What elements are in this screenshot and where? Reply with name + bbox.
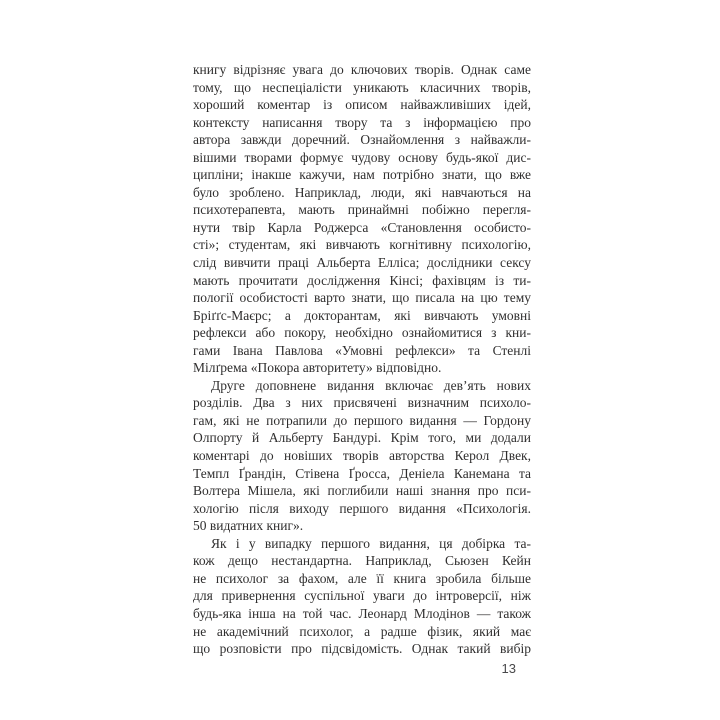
text-line: Темпл Ґрандін, Стівена Ґросса, Деніела Канемана та <box>193 465 531 481</box>
text-line: сті»; студентам, які вивчають когнітивну психологію, <box>193 237 531 253</box>
text-line: пології особистості варто знати, що писала на цю тему <box>193 290 531 306</box>
text-line: Друге доповнене видання включає дев’ять нових <box>211 377 531 393</box>
text-line: кож дещо нестандартна. Наприклад, Сьюзен Кейн <box>193 553 531 569</box>
text-line: для привернення суспільної уваги до інтроверсії, ніж <box>193 588 531 604</box>
text-line: гам, які не потрапили до першого видання — Гордону <box>193 412 531 428</box>
text-line: ципліни; інакше кажучи, нам потрібно знати, що вже <box>193 167 531 183</box>
text-line: будь-яка інша на той час. Леонард Млодінов — також <box>193 605 531 621</box>
text-column <box>193 61 531 658</box>
paragraph <box>193 535 531 658</box>
text-line: гами Івана Павлова «Умовні рефлекси» та Стенлі <box>193 342 531 358</box>
text-line: що розповісти про підсвідомість. Однак такий вибір <box>193 641 531 657</box>
text-line: автора завжди доречний. Ознайомлення з найважли- <box>193 132 531 148</box>
text-line: рефлекси або покору, необхідно ознайомитися з кни- <box>193 325 531 341</box>
text-line: вішими творами формує чудову основу будь-якої дис- <box>193 149 531 165</box>
text-line: Волтера Мішела, які поглибили наші знання про пси- <box>193 483 531 499</box>
text-line: 50 видатних книг». <box>193 518 304 534</box>
text-line: хороший коментар із описом найважливіших ідей, <box>193 97 531 113</box>
text-line: Мілґрема «Покора авторитету» відповідно. <box>193 360 442 376</box>
text-line: нути твір Карла Роджерса «Становлення особисто- <box>193 219 531 235</box>
page-number: 13 <box>501 661 516 676</box>
text-line: слід вивчити праці Альберта Елліса; дослідники сексу <box>193 255 531 271</box>
text-line: Бріґґс-Маєрс; а докторантам, які вивчають умовні <box>193 307 531 323</box>
text-line: коментарі до новіших творів авторства Керол Двек, <box>193 448 531 464</box>
text-line: було зроблено. Наприклад, люди, які навчаються на <box>193 184 531 200</box>
text-line: тому, що неспеціалісти уникають класичних творів, <box>193 79 531 95</box>
text-line: розділів. Два з них присвячені визначним психоло- <box>193 395 531 411</box>
paragraph <box>193 377 531 535</box>
text-line: Як і у випадку першого видання, ця добірка та- <box>211 535 531 551</box>
text-line: мають прочитати дослідження Кінсі; фахівцям із ти- <box>193 272 531 288</box>
text-line: хологію після виходу першого видання «Психологія. <box>193 500 531 516</box>
text-line: не психолог за фахом, але її книга зробила більше <box>193 570 531 586</box>
text-line: не академічний психолог, а радше фізик, який має <box>193 623 531 639</box>
text-line: Олпорту й Альберту Бандурі. Крім того, ми додали <box>193 430 531 446</box>
text-line: контексту написання твору та з інформацією про <box>193 114 531 130</box>
text-line: психотерапевта, мають принаймні побіжно перегля- <box>193 202 531 218</box>
paragraph <box>193 61 531 377</box>
text-line: книгу відрізняє увага до ключових творів. Однак саме <box>193 62 531 77</box>
